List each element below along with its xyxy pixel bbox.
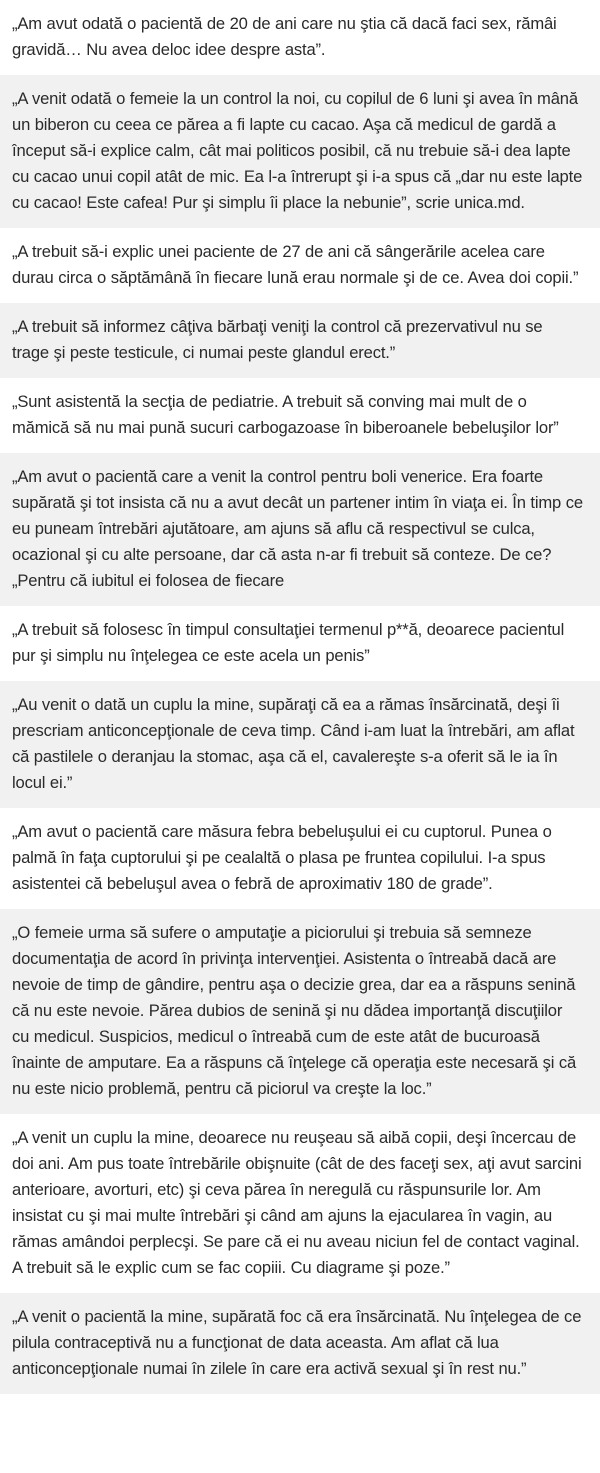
- quote-block: [0, 75, 600, 228]
- quote-block: [0, 606, 600, 681]
- quote-block: [0, 0, 600, 75]
- quote-block: [0, 681, 600, 808]
- quote-text: „Au venit o dată un cuplu la mine, supăraţi că ea a rămas însărcinată, deşi îi prescriam anticoncepţionale de ceva timp. Când i-am luat la întrebări, am aflat că pastilele o deranjau la stomac, aşa că el, cavalereşte s-a oferit să le ia în locul ei.”: [12, 695, 575, 792]
- quote-text: „A venit o pacientă la mine, supărată foc că era însărcinată. Nu înţelegea de ce pilula contraceptivă nu a funcţionat de data aceasta. Am aflat că lua anticoncepţionale numai în zilele în care era activă sexual şi în rest nu.”: [12, 1307, 582, 1378]
- quote-text: „Sunt asistentă la secţia de pediatrie. A trebuit să conving mai mult de o mămică să nu mai pună sucuri carbogazoase în biberoanele bebeluşilor lor”: [12, 392, 559, 437]
- quote-text: „A venit un cuplu la mine, deoarece nu reuşeau să aibă copii, deşi încercau de doi ani. Am pus toate întrebările obişnuite (cât de des faceţi sex, aţi avut sarcini anterioare, avorturi, etc) şi ceva părea în neregulă cu răspunsurile lor. Am insistat cu şi mai multe întrebări şi când am ajuns la ejacularea în vagin, au rămas amândoi perplecşi. Se pare că ei nu aveau niciun fel de contact vaginal. A trebuit să le explic cum se fac copiii. Cu diagrame şi poze.”: [12, 1128, 582, 1277]
- quote-block: [0, 909, 600, 1114]
- quote-block: [0, 808, 600, 909]
- quote-block: [0, 1114, 600, 1293]
- quote-text: „A trebuit să informez câţiva bărbaţi veniţi la control că prezervativul nu se trage şi peste testicule, ci numai peste glandul erect.”: [12, 317, 543, 362]
- quote-text: „Am avut odată o pacientă de 20 de ani care nu ştia că dacă faci sex, rămâi gravidă… Nu avea deloc idee despre asta”.: [12, 14, 557, 59]
- quote-text: „O femeie urma să sufere o amputaţie a piciorului şi trebuia să semneze documentaţia de acord în privinţa intervenţiei. Asistenta o întreabă dacă are nevoie de timp de gândire, pentru aşa o decizie grea, dar ea a răspuns senină că nu este nevoie. Părea dubios de senină şi nu dădea importanţă discuţiilor cu medicul. Suspicios, medicul o întreabă cum de este atât de bucuroasă înainte de amputare. Ea a răspuns că înţelege că operaţia este necesară şi că nu este nicio problemă, pentru că piciorul va creşte la loc.”: [12, 923, 577, 1098]
- quote-block: [0, 378, 600, 453]
- quote-block: [0, 1293, 600, 1394]
- quote-text: „A trebuit să folosesc în timpul consultaţiei termenul p**ă, deoarece pacientul pur şi simplu nu înţelegea ce este acela un penis”: [12, 620, 565, 665]
- quote-text: „Am avut o pacientă care măsura febra bebeluşului ei cu cuptorul. Punea o palmă în faţa cuptorului şi pe cealaltă o plasa pe fruntea copilului. I-a spus asistentei că bebeluşul avea o febră de aproximativ 180 de grade”.: [12, 822, 552, 893]
- quote-block: [0, 303, 600, 378]
- quote-text: „Am avut o pacientă care a venit la control pentru boli venerice. Era foarte supărată şi tot insista că nu a avut decât un partener intim în viaţa ei. În timp ce eu puneam întrebări ajutătoare, am ajuns să aflu că respectivul se culca, ocazional şi cu alte persoane, dar că asta n-ar fi trebuit să conteze. De ce?„Pentru că iubitul ei folosea de fiecare: [12, 467, 583, 590]
- quote-block: [0, 453, 600, 606]
- quote-text: „A venit odată o femeie la un control la noi, cu copilul de 6 luni şi avea în mână un biberon cu ceea ce părea a fi lapte cu cacao. Aşa că medicul de gardă a început să-i explice calm, cât mai politicos posibil, că nu trebuie să-i dea lapte cu cacao unui copil atât de mic. Ea l-a întrerupt şi i-a spus că „dar nu este lapte cu cacao! Este cafea! Pur şi simplu îi place la nebunie”, scrie unica.md.: [12, 89, 583, 212]
- quote-block: [0, 228, 600, 303]
- quote-text: „A trebuit să-i explic unei paciente de 27 de ani că sângerările acelea care durau circa o săptămână în fiecare lună erau normale şi de ce. Avea doi copii.”: [12, 242, 579, 287]
